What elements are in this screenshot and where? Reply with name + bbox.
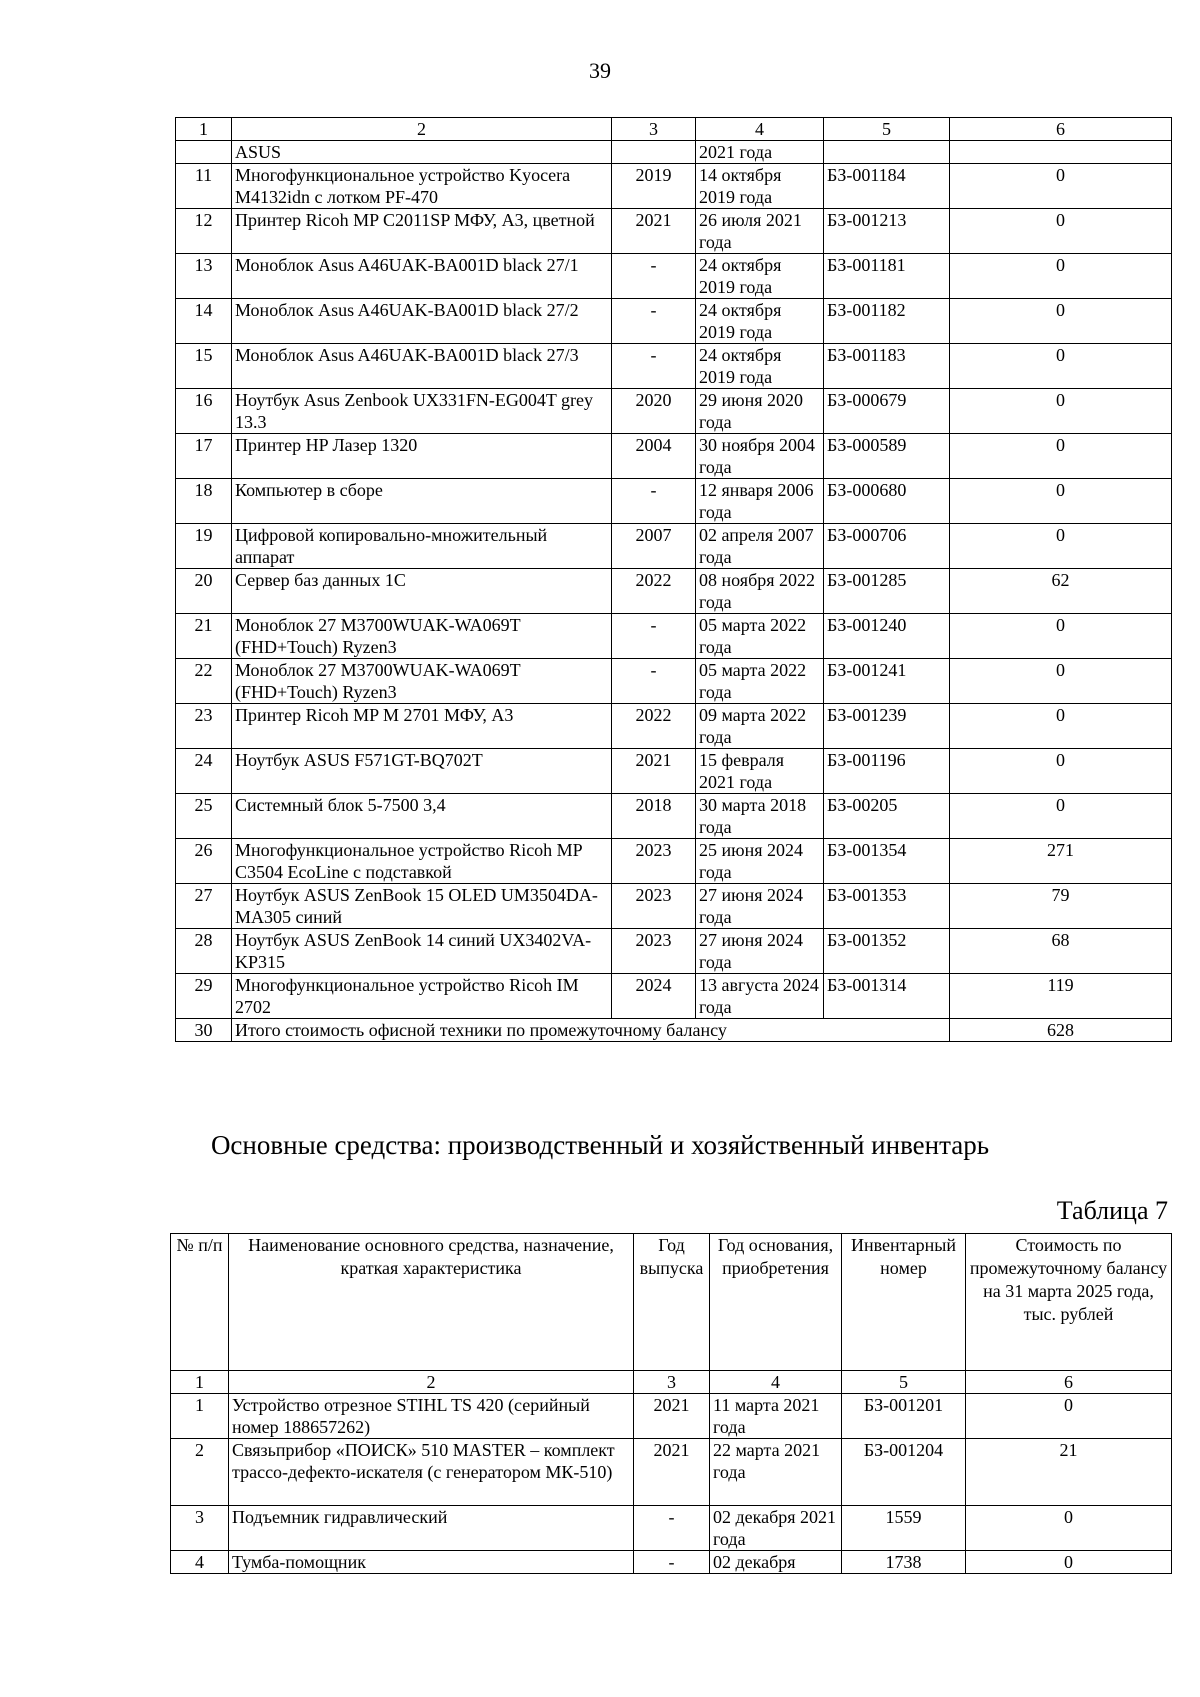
- row-number: 25: [176, 794, 232, 839]
- acquisition-date: 24 октября 2019 года: [696, 299, 824, 344]
- column-number-row: [171, 1371, 1172, 1394]
- inventory-table: [170, 1233, 1172, 1574]
- release-year: 2021: [612, 749, 696, 794]
- header-cost: Стоимость по промежуточному балансу на 31 марта 2025 года, тыс. рублей: [966, 1234, 1172, 1371]
- row-number: 29: [176, 974, 232, 1019]
- table-row: [176, 479, 1172, 524]
- release-year: -: [612, 614, 696, 659]
- item-name: Моноблок Asus A46UAK-BA001D black 27/1: [232, 254, 612, 299]
- item-name: Моноблок 27 M3700WUAK-WA069T (FHD+Touch) Ryzen3: [232, 614, 612, 659]
- row-number: 22: [176, 659, 232, 704]
- row-number: 24: [176, 749, 232, 794]
- release-year: 2023: [612, 839, 696, 884]
- item-name: Связьприбор «ПОИСК» 510 MASTER – комплект трассо-дефекто-искателя (с генератором МК-510): [229, 1439, 634, 1506]
- inventory-number: БЗ-001201: [842, 1394, 966, 1439]
- table-row: [176, 209, 1172, 254]
- balance-cost: 0: [950, 344, 1172, 389]
- inventory-number: БЗ-001196: [824, 749, 950, 794]
- acquisition-date: 12 января 2006 года: [696, 479, 824, 524]
- row-number: 2: [171, 1439, 229, 1506]
- release-year: 2018: [612, 794, 696, 839]
- inventory-number: БЗ-001204: [842, 1439, 966, 1506]
- table-row: [176, 704, 1172, 749]
- row-number: 20: [176, 569, 232, 614]
- total-row: [176, 1019, 1172, 1042]
- column-number-row: [176, 118, 1172, 141]
- row-number: 28: [176, 929, 232, 974]
- item-name: ASUS: [232, 141, 612, 164]
- row-number: 11: [176, 164, 232, 209]
- table-row: [176, 659, 1172, 704]
- continuation-row: [176, 141, 1172, 164]
- item-name: Системный блок 5-7500 3,4: [232, 794, 612, 839]
- balance-cost: 0: [950, 434, 1172, 479]
- table-row: [171, 1551, 1172, 1574]
- acquisition-date: 14 октября 2019 года: [696, 164, 824, 209]
- table-header-row: [171, 1234, 1172, 1371]
- row-number: 1: [171, 1394, 229, 1439]
- acquisition-date: 27 июня 2024 года: [696, 884, 824, 929]
- item-name: Ноутбук ASUS F571GT-BQ702T: [232, 749, 612, 794]
- balance-cost: 62: [950, 569, 1172, 614]
- acquisition-date: 02 декабря: [710, 1551, 842, 1574]
- acquisition-date: 11 марта 2021 года: [710, 1394, 842, 1439]
- col-number: 6: [950, 118, 1172, 141]
- row-number: 27: [176, 884, 232, 929]
- acquisition-date: 26 июля 2021 года: [696, 209, 824, 254]
- row-number: 3: [171, 1506, 229, 1551]
- table-row: [176, 299, 1172, 344]
- inventory-number: БЗ-001239: [824, 704, 950, 749]
- acquisition-date: 27 июня 2024 года: [696, 929, 824, 974]
- balance-cost: 0: [950, 254, 1172, 299]
- table-row: [176, 434, 1172, 479]
- table-row: [176, 794, 1172, 839]
- balance-cost: 0: [966, 1551, 1172, 1574]
- balance-cost: 0: [966, 1394, 1172, 1439]
- table-row: [176, 389, 1172, 434]
- item-name: Тумба-помощник: [229, 1551, 634, 1574]
- row-number: 30: [176, 1019, 232, 1042]
- item-name: Многофункциональное устройство Kyocera M4132idn с лотком PF-470: [232, 164, 612, 209]
- row-number: 15: [176, 344, 232, 389]
- col-number: 2: [229, 1371, 634, 1394]
- item-name: Ноутбук Asus Zenbook UX331FN-EG004T grey 13.3: [232, 389, 612, 434]
- item-name: Многофункциональное устройство Ricoh MP C3504 EcoLine с подставкой: [232, 839, 612, 884]
- col-number: 4: [696, 118, 824, 141]
- table-row: [176, 929, 1172, 974]
- acquisition-date: 09 марта 2022 года: [696, 704, 824, 749]
- inventory-number: БЗ-001352: [824, 929, 950, 974]
- inventory-number: БЗ-001184: [824, 164, 950, 209]
- release-year: 2021: [634, 1439, 710, 1506]
- row-number: 13: [176, 254, 232, 299]
- col-number: 1: [176, 118, 232, 141]
- col-number: 2: [232, 118, 612, 141]
- release-year: 2023: [612, 884, 696, 929]
- release-year: 2007: [612, 524, 696, 569]
- item-name: Принтер Ricoh MP C2011SP МФУ, A3, цветной: [232, 209, 612, 254]
- balance-cost: 0: [950, 704, 1172, 749]
- item-name: Принтер HP Лазер 1320: [232, 434, 612, 479]
- inventory-number: 1738: [842, 1551, 966, 1574]
- balance-cost: 119: [950, 974, 1172, 1019]
- acquisition-date: 13 августа 2024 года: [696, 974, 824, 1019]
- header-year: Год выпуска: [634, 1234, 710, 1371]
- item-name: Ноутбук ASUS ZenBook 15 OLED UM3504DA-MA305 синий: [232, 884, 612, 929]
- acquisition-date: 02 декабря 2021 года: [710, 1506, 842, 1551]
- item-name: Подъемник гидравлический: [229, 1506, 634, 1551]
- inventory-number: БЗ-001353: [824, 884, 950, 929]
- col-number: 4: [710, 1371, 842, 1394]
- release-year: 2019: [612, 164, 696, 209]
- release-year: -: [612, 479, 696, 524]
- balance-cost: 79: [950, 884, 1172, 929]
- office-equipment-table: [175, 117, 1172, 1042]
- header-acquisition: Год основания, приобретения: [710, 1234, 842, 1371]
- acquisition-date: 08 ноября 2022 года: [696, 569, 824, 614]
- table-row: [176, 839, 1172, 884]
- row-number: 26: [176, 839, 232, 884]
- release-year: 2022: [612, 569, 696, 614]
- inventory-number: БЗ-00205: [824, 794, 950, 839]
- table-row: [171, 1394, 1172, 1439]
- acquisition-date: 2021 года: [696, 141, 824, 164]
- release-year: -: [612, 344, 696, 389]
- inventory-number: БЗ-001182: [824, 299, 950, 344]
- header-num: № п/п: [171, 1234, 229, 1371]
- acquisition-date: 30 марта 2018 года: [696, 794, 824, 839]
- inventory-number: БЗ-001240: [824, 614, 950, 659]
- release-year: 2021: [634, 1394, 710, 1439]
- row-number: 18: [176, 479, 232, 524]
- table-row: [176, 254, 1172, 299]
- item-name: Моноблок Asus A46UAK-BA001D black 27/3: [232, 344, 612, 389]
- table-row: [176, 614, 1172, 659]
- release-year: -: [612, 659, 696, 704]
- balance-cost: 21: [966, 1439, 1172, 1506]
- col-number: 5: [842, 1371, 966, 1394]
- acquisition-date: 22 марта 2021 года: [710, 1439, 842, 1506]
- acquisition-date: 24 октября 2019 года: [696, 344, 824, 389]
- table-row: [176, 164, 1172, 209]
- col-number: 5: [824, 118, 950, 141]
- balance-cost: 0: [950, 389, 1172, 434]
- release-year: -: [612, 254, 696, 299]
- row-number: 4: [171, 1551, 229, 1574]
- row-number: 19: [176, 524, 232, 569]
- balance-cost: 0: [950, 479, 1172, 524]
- table-row: [176, 344, 1172, 389]
- balance-cost: 271: [950, 839, 1172, 884]
- item-name: Сервер баз данных 1С: [232, 569, 612, 614]
- row-number: 21: [176, 614, 232, 659]
- release-year: -: [612, 299, 696, 344]
- inventory-number: БЗ-000680: [824, 479, 950, 524]
- balance-cost: 0: [950, 749, 1172, 794]
- inventory-number: БЗ-000706: [824, 524, 950, 569]
- item-name: Устройство отрезное STIHL TS 420 (серийный номер 188657262): [229, 1394, 634, 1439]
- inventory-number: БЗ-001183: [824, 344, 950, 389]
- inventory-number: 1559: [842, 1506, 966, 1551]
- release-year: -: [634, 1506, 710, 1551]
- total-label: Итого стоимость офисной техники по промежуточному балансу: [232, 1019, 950, 1042]
- page-number: 39: [589, 58, 611, 83]
- release-year: 2023: [612, 929, 696, 974]
- total-cost: 628: [950, 1019, 1172, 1042]
- col-number: 1: [171, 1371, 229, 1394]
- release-year: -: [634, 1551, 710, 1574]
- inventory-number: БЗ-001213: [824, 209, 950, 254]
- table-row: [171, 1439, 1172, 1506]
- item-name: Принтер Ricoh MP M 2701 МФУ, A3: [232, 704, 612, 749]
- inventory-number: БЗ-000589: [824, 434, 950, 479]
- acquisition-date: 05 марта 2022 года: [696, 659, 824, 704]
- inventory-number: БЗ-000679: [824, 389, 950, 434]
- balance-cost: 0: [950, 794, 1172, 839]
- acquisition-date: 02 апреля 2007 года: [696, 524, 824, 569]
- acquisition-date: 15 февраля 2021 года: [696, 749, 824, 794]
- header-name: Наименование основного средства, назначение, краткая характеристика: [229, 1234, 634, 1371]
- row-number: 14: [176, 299, 232, 344]
- table-row: [176, 569, 1172, 614]
- header-inventory: Инвентарный номер: [842, 1234, 966, 1371]
- row-number: 23: [176, 704, 232, 749]
- balance-cost: 68: [950, 929, 1172, 974]
- inventory-number: БЗ-001314: [824, 974, 950, 1019]
- inventory-number: БЗ-001285: [824, 569, 950, 614]
- item-name: Моноблок 27 M3700WUAK-WA069T (FHD+Touch) Ryzen3: [232, 659, 612, 704]
- release-year: 2004: [612, 434, 696, 479]
- table-row: [176, 749, 1172, 794]
- release-year: 2020: [612, 389, 696, 434]
- table-row: [171, 1506, 1172, 1551]
- row-number: 16: [176, 389, 232, 434]
- acquisition-date: 30 ноября 2004 года: [696, 434, 824, 479]
- col-number: 3: [612, 118, 696, 141]
- release-year: 2021: [612, 209, 696, 254]
- inventory-number: БЗ-001354: [824, 839, 950, 884]
- col-number: 3: [634, 1371, 710, 1394]
- balance-cost: 0: [950, 299, 1172, 344]
- balance-cost: 0: [950, 209, 1172, 254]
- balance-cost: 0: [950, 614, 1172, 659]
- acquisition-date: 05 марта 2022 года: [696, 614, 824, 659]
- row-number: 17: [176, 434, 232, 479]
- item-name: Цифровой копировально-множительный аппарат: [232, 524, 612, 569]
- acquisition-date: 25 июня 2024 года: [696, 839, 824, 884]
- table-row: [176, 974, 1172, 1019]
- item-name: Моноблок Asus A46UAK-BA001D black 27/2: [232, 299, 612, 344]
- row-number: 12: [176, 209, 232, 254]
- item-name: Ноутбук ASUS ZenBook 14 синий UX3402VA-KP315: [232, 929, 612, 974]
- balance-cost: 0: [966, 1506, 1172, 1551]
- section-title: Основные средства: производственный и хозяйственный инвентарь: [210, 1130, 990, 1160]
- item-name: Многофункциональное устройство Ricoh IM 2702: [232, 974, 612, 1019]
- acquisition-date: 24 октября 2019 года: [696, 254, 824, 299]
- release-year: 2022: [612, 704, 696, 749]
- item-name: Компьютер в сборе: [232, 479, 612, 524]
- balance-cost: 0: [950, 164, 1172, 209]
- balance-cost: 0: [950, 659, 1172, 704]
- table-row: [176, 524, 1172, 569]
- release-year: 2024: [612, 974, 696, 1019]
- col-number: 6: [966, 1371, 1172, 1394]
- inventory-number: БЗ-001241: [824, 659, 950, 704]
- inventory-number: БЗ-001181: [824, 254, 950, 299]
- table-label: Таблица 7: [1056, 1196, 1168, 1225]
- balance-cost: 0: [950, 524, 1172, 569]
- acquisition-date: 29 июня 2020 года: [696, 389, 824, 434]
- table-row: [176, 884, 1172, 929]
